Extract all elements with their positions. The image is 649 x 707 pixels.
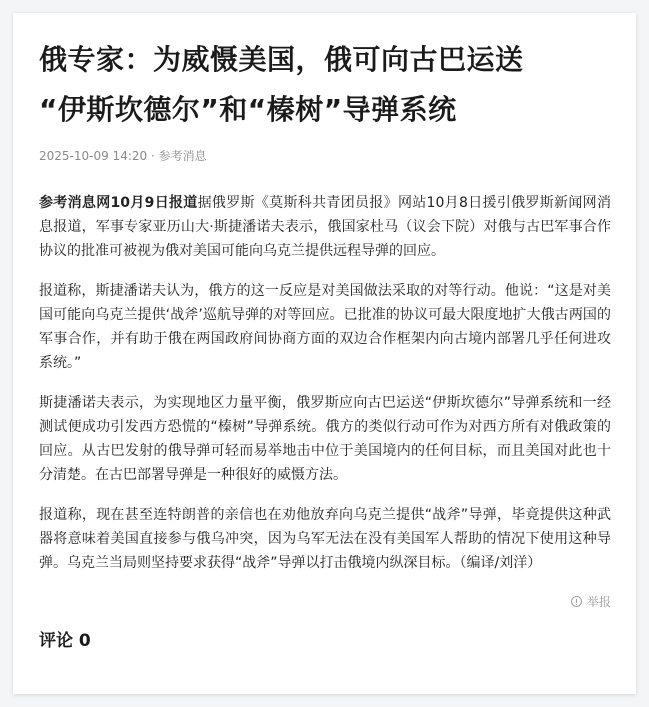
paragraph-2: 报道称，斯捷潘诺夫认为，俄方的这一反应是对美国做法采取的对等行动。他说：“这是对美国可能向乌克兰提供‘战斧’巡航导弹的对等回应。已批准的协议可最大限度地扩大俄古两国的军事合作，并有助于俄在两国政府间协商方面的双边合作框架内向古境内部署几乎任何进攻系统。” — [39, 283, 611, 371]
article-title — [39, 35, 611, 135]
source-link[interactable]: 参考消息 — [158, 149, 207, 163]
lead-dateline: 参考消息网10月9日报道 — [39, 195, 198, 211]
report-row — [39, 591, 611, 611]
report-label: 举报 — [586, 594, 611, 609]
info-circle-icon — [571, 596, 582, 607]
title-line-2: “伊斯坎德尔”和“榛树”导弹系统 — [39, 93, 457, 126]
comments-heading: 评论 0 — [39, 631, 91, 651]
paragraph-4: 报道称，现在甚至连特朗普的亲信也在劝他放弃向乌克兰提供“战斧”导弹，毕竟提供这种武器将意味着美国直接参与俄乌冲突，因为乌军无法在没有美国军人帮助的情况下使用这种导弹。乌克兰当局则坚持要求获得“战斧”导弹以打击俄境内纵深目标。（编译/刘洋） — [39, 507, 611, 571]
title-line-1: 俄专家：为威慑美国，俄可向古巴运送 — [39, 43, 524, 76]
paragraph-1-text: 据俄罗斯《莫斯科共青团员报》网站10月8日援引俄罗斯新闻网消息报道，军事专家亚历山大·斯捷潘诺夫表示，俄国家杜马（议会下院）对俄与古巴军事合作协议的批准可被视为俄对美国可能向乌克兰提供远程导弹的回应。 — [39, 195, 611, 259]
meta-separator: · — [147, 149, 159, 163]
publish-date: 2025-10-09 14:20 — [39, 149, 148, 163]
article-card — [13, 13, 636, 694]
paragraph-3: 斯捷潘诺夫表示，为实现地区力量平衡，俄罗斯应向古巴运送“伊斯坎德尔”导弹系统和一经测试便成功引发西方恐慌的“榛树”导弹系统。俄方的类似行动可作为对西方所有对俄政策的回应。从古巴发射的俄导弹可轻而易举地击中位于美国境内的任何目标，而且美国对此也十分清楚。在古巴部署导弹是一种很好的威慑方法。 — [39, 395, 611, 483]
report-button[interactable] — [571, 593, 611, 610]
paragraph-1 — [39, 191, 611, 263]
article-meta — [39, 147, 611, 165]
article-body — [39, 191, 611, 575]
